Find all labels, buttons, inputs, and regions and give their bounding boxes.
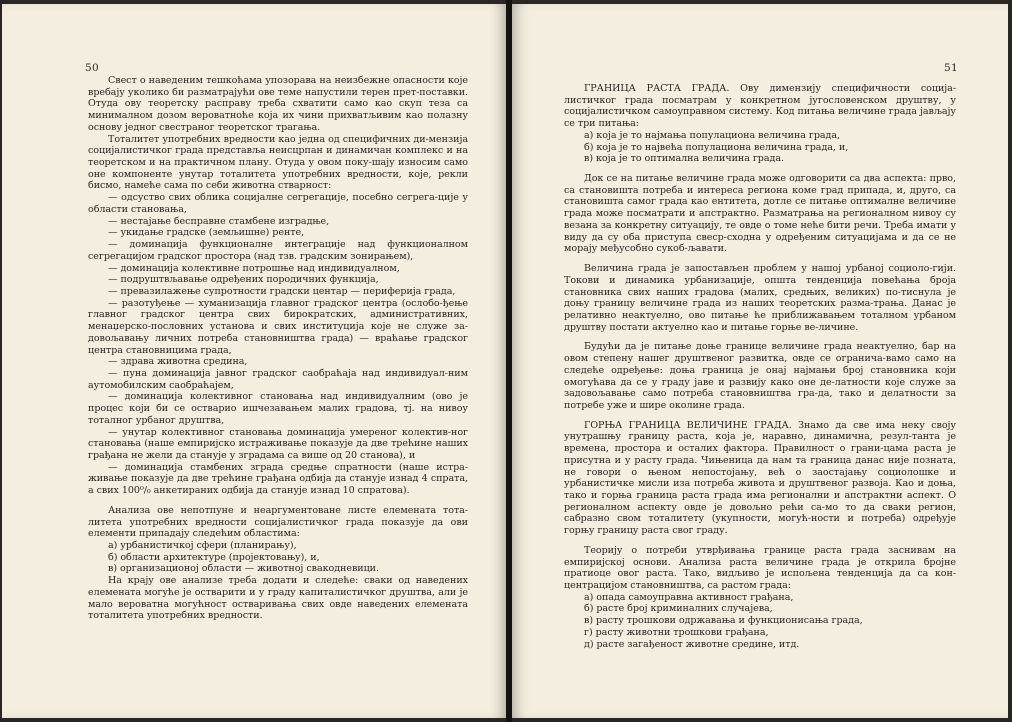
list-item: б) која је то највећа популациона величина града, и,: [584, 141, 849, 153]
list-item: в) која је то оптимална величина града.: [584, 153, 784, 165]
paragraph: Будући да је питање доње границе величине града неактуелно, бар на овом степену нашег друштвеног развитка, овде се ограничa-вамо само на следеће одређење: доња граница је онај најмањи број становника који омогућава да се у граду јаве и развију како оне де-латности које служе за задовољавање само потреба становништва гра-да, тако и делатности за потребе уже и шире околине града.: [564, 341, 956, 411]
list-item: — пуна доминација јавног градског саобраћаја над индивидуал-ним аутомобилским саобраћајем,: [88, 367, 468, 391]
list-item: б) области архитектуре (пројектовању), и,: [108, 551, 320, 563]
left-page: [2, 4, 506, 718]
list-item: д) расте загађеност животне средине, итд.: [584, 638, 800, 650]
list-item: — доминација функционалне интеграције над функционалном сегрегацијом градског простора (над тзв. градским зонирањем),: [88, 239, 468, 262]
list-item: — доминација стамбених зграда средње спратности (наше истра-живање показује да две трећине грађана одбија да станује изнад 4 спрата, а свих 100⁰/₀ анкетираних одбија да станује изнад 10 спратова).: [88, 461, 468, 497]
list-item: в) организационој области — животној свакодневици.: [108, 563, 379, 575]
list-item: — доминација колективног становања над индивидуалним (ово је процес који би се остварио ишчезавањем малих градова, тј. на нивоу тоталног урбаног друштва,: [88, 391, 468, 426]
list-item: — подруштвљавање одређених породичних функција,: [108, 274, 379, 286]
list-item: — унутар колективног становања доминација умереног колектив-ног становања (наше емпиријско истраживање показује да две трећине наших грађана не жели да станује у зградама са више од 20 станова), и: [88, 426, 468, 461]
list-item: — нестајање бесправне стамбене изградње,: [108, 215, 330, 227]
section-paragraph: ГОРЊА ГРАНИЦА ВЕЛИЧИНЕ ГРАДА. Знамо да све има неку своју унутрашњу границу раста, која је, наравно, динамична, резул-танта је времена, простора и осталих фактора. Правилност о грани-цама раста је присутна и у расту града. Чињеница да нам та граница данас није позната, не говори о њеном непостојању, већ о заостајању социолошке и урбанистичке мисли иза потреба живота и друштвеног развоја. Као и доња, тако и горња граница раста града има регионални и апстрактни аспект. О регионалном аспекту овде је довољно рећи са-мо то да сваки регион, сабразно свом тоталитету (укупности, могућ-ности и потреба) одређује горњу границу раста свог граду.: [564, 419, 956, 537]
list-item: — разотуђење — хуманизација главног градског центра (ослобо-ђење главног градског центра свих бирократских, административних, менаџерско-пословних установа и свих институција које не служе за-довољавању личних потреба становништва града) — враћање градског центра становницима града,: [88, 297, 468, 356]
list-item: в) расту трошкови одржавања и функционисања града,: [584, 615, 863, 627]
list-item: а) урбанистичкој сфери (планирању),: [108, 540, 297, 552]
list-item: а) која је то најмања популациона величина града,: [584, 129, 840, 141]
list-item: — доминација колективне потрошње над индивидуалном,: [108, 262, 400, 274]
paragraph: Док се на питање величине града може одговорити са два аспекта: прво, са становишта потреба и интереса региона коме град припада, и, друго, са становишта самог града као ентитета, дотле се питање оптималне величине града може посматрати и апстрактно. Разматрања на регионалном нивоу су везана за конкретну ситуацију, те овде о томе неће бити речи. Треба имати у виду да су оба приступа свеср-сходна у одређеним ситуацијама и да се не морају међусобно сукоб-љавати.: [564, 173, 956, 255]
section-paragraph: ГРАНИЦА РАСТА ГРАДА. Ову димензију специфичности соција-листичког града посматрам у конкретном југословенском друштву, у социјалистичком самоуправном систему. Код питања величине града јављају се три питања:: [564, 83, 956, 130]
page-body-text: [88, 75, 468, 622]
list-item: — одсуство свих облика социјалне сегрегације, посебно сегрега-ције у области становања,: [88, 192, 468, 215]
list-item: — здрава животна средина,: [108, 356, 248, 368]
page-number: 51: [944, 62, 958, 74]
page-number: 50: [85, 62, 99, 74]
paragraph: Величина града је запостављен проблем у нашој урбаној социоло-гији. Токови и динамика урбанизације, општа тенденција повећања броја становника свих наших градова (малих, средњих, великих) по-тиснула је доњу границу величине града из наших теоретских разма-трања. Данас је релативно неактуелно, ово питање ће приближавањем тоталном урбаном друштву постати актуелно као и питање горње ве-личине.: [564, 263, 956, 333]
list-item: — укидање градске (земљишне) ренте,: [108, 227, 305, 239]
paragraph: На крају ове анализе треба додати и следеће: сваки од наведених елемената могуће је остварити и у граду капиталистичког друштва, али је мало вероватна могућност остваривања свих овде наведених елемената тоталитета употребних вредности.: [88, 575, 468, 622]
page-body-text: [564, 75, 956, 650]
right-page: [512, 4, 1008, 718]
list-item: — превазилажење супротности градски центар — периферија града,: [108, 285, 456, 297]
list-item: а) опада самоуправна активност грађана,: [584, 591, 794, 603]
paragraph: Анализа ове непотпуне и неаргументоване листе елемената тота-литета употребних вредности социјалистичког града показује да ови елементи припадају следећим областима:: [88, 504, 468, 540]
paragraph: Теорију о потреби утврђивања границе раста града заснивам на емпиријској основи. Анализа раста величине града је открила бројне пратиоце овог раста. Тако, видљиво је испољена тенденција да са кон-центрацијом становништва, са растом града:: [564, 544, 956, 592]
paragraph: Тоталитет употребних вредности као једна од специфичних ди-мензија социјалистичког града представља неисцрпан и динамичан комплекс и на теоретском и на практичном плану. Отуда у овом поку-шају износим само оне компоненте унутар тоталитета употребних вредности, које, рекли бисмо, намеће сама по себи животна стварност:: [88, 133, 468, 192]
list-item: г) расту животни трошкови грађана,: [584, 626, 769, 638]
list-item: б) расте број криминалних случајева,: [584, 603, 773, 615]
paragraph: Свест о наведеним тешкоћама упозорава на неизбежне опасности које вребају уколико би разматрајући ове теме напустили терен прет-поставки. Отуда ову теоретску расправу треба схватити само као скуп теза са минималном дозом вероватноће која их чини прихватљивим као полазну основу једног свестраног теоретског трагања.: [88, 75, 468, 133]
